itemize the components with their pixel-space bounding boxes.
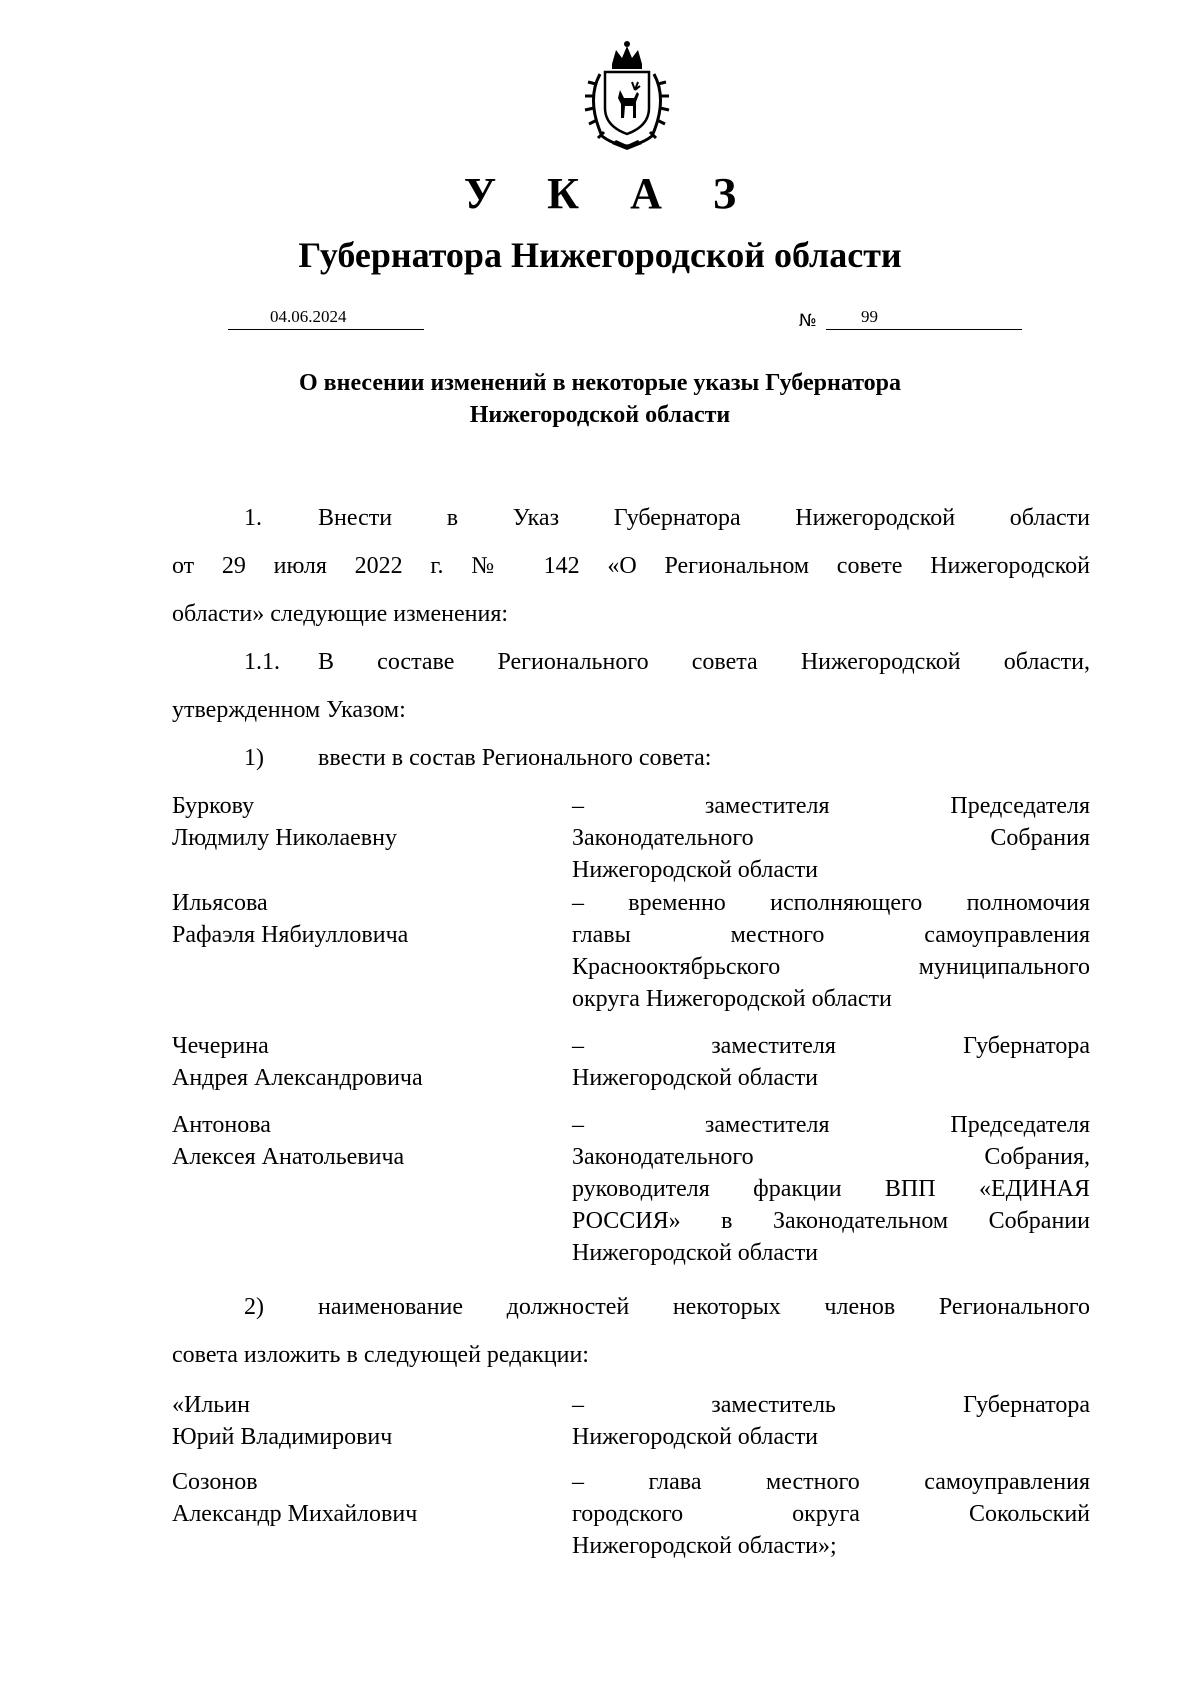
member-name [172,790,552,854]
member-position [572,887,1090,1015]
document-number-field [826,307,1022,330]
member-surname: Созонов [172,1469,258,1495]
number-sign: № [799,311,817,331]
document-date: 04.06.2024 [270,307,347,326]
paragraph-text: ввести в состав Регионального совета: [318,745,712,771]
document-date-field [228,307,424,330]
member-given-names: Юрий Владимирович [172,1424,393,1450]
position-line: Законодательного Собрания [572,825,1090,851]
member-name [172,887,552,951]
position-line: Нижегородской области [572,1240,819,1266]
position-line: руководителя фракции ВПП «ЕДИНАЯ [572,1176,1090,1202]
document-number: 99 [861,307,878,326]
paragraph-line [172,494,1090,542]
paragraph-number: 1.1. [244,649,280,675]
position-line: – заместителя Губернатора [572,1033,1090,1059]
paragraph-line: совета изложить в следующей редакции: [172,1342,589,1368]
position-line: Нижегородской области»; [572,1533,837,1559]
document-heading [0,367,1200,431]
member-name [172,1030,552,1094]
member-given-names: Рафаэля Нябиулловича [172,922,409,948]
member-surname: Ильясова [172,890,268,916]
position-line: Нижегородской области [572,1065,819,1091]
paragraph-line: утвержденном Указом: [172,697,406,723]
position-line: – заместитель Губернатора [572,1392,1090,1418]
position-line: округа Нижегородской области [572,986,892,1012]
position-line: Законодательного Собрания, [572,1144,1090,1170]
member-position [572,1030,1090,1094]
subpoint-number: 1) [244,745,264,771]
member-surname: Чечерина [172,1033,269,1059]
member-surname: Буркову [172,793,255,819]
member-surname: «Ильин [172,1392,250,1418]
position-line: Нижегородской области [572,1424,819,1450]
position-line: городского округа Сокольский [572,1501,1090,1527]
paragraph-text: В составе Регионального совета Нижегородской области, [318,649,1090,675]
heading-line: Нижегородской области [469,402,731,428]
paragraph-number: 1. [244,505,262,531]
subpoint-2 [172,1283,1090,1379]
member-given-names: Андрея Александровича [172,1065,423,1091]
member-position [572,1109,1090,1269]
heading-line: О внесении изменений в некоторые указы Губернатора [298,370,902,396]
member-surname: Антонова [172,1112,271,1138]
member-given-names: Людмилу Николаевну [172,825,397,851]
paragraph-text: наименование должностей некоторых членов Регионального [318,1294,1090,1320]
paragraph-line [172,1283,1090,1331]
member-name [172,1109,552,1173]
paragraph-1-1 [172,638,1090,734]
paragraph-line: от 29 июля 2022 г. № 142 «О Региональном совете Нижегородской [172,553,1090,579]
position-line: – заместителя Председателя [572,1112,1090,1138]
position-line: – глава местного самоуправления [572,1469,1090,1495]
member-position [572,790,1090,886]
subpoint-1 [172,734,1090,782]
paragraph-line [172,638,1090,686]
issuer-title: Губернатора Нижегородской области [298,235,902,275]
member-position [572,1389,1090,1453]
position-line: – временно исполняющего полномочия [572,890,1090,916]
member-position [572,1466,1090,1562]
position-line: главы местного самоуправления [572,922,1090,948]
subpoint-number: 2) [244,1294,264,1320]
paragraph-1 [172,494,1090,638]
member-given-names: Александр Михайлович [172,1501,418,1527]
member-name [172,1389,552,1453]
paragraph-line: области» следующие изменения: [172,601,509,627]
member-name [172,1466,552,1530]
paragraph-line [172,734,1090,782]
position-line: Краснооктябрьского муниципального [572,954,1090,980]
position-line: – заместителя Председателя [572,793,1090,819]
position-line: РОССИЯ» в Законодательном Собрании [572,1208,1090,1234]
coat-of-arms-emblem [572,40,682,152]
document-type-title: У К А З [463,169,757,218]
member-given-names: Алексея Анатольевича [172,1144,405,1170]
paragraph-text: Внести в Указ Губернатора Нижегородской области [318,505,1090,531]
position-line: Нижегородской области [572,857,819,883]
